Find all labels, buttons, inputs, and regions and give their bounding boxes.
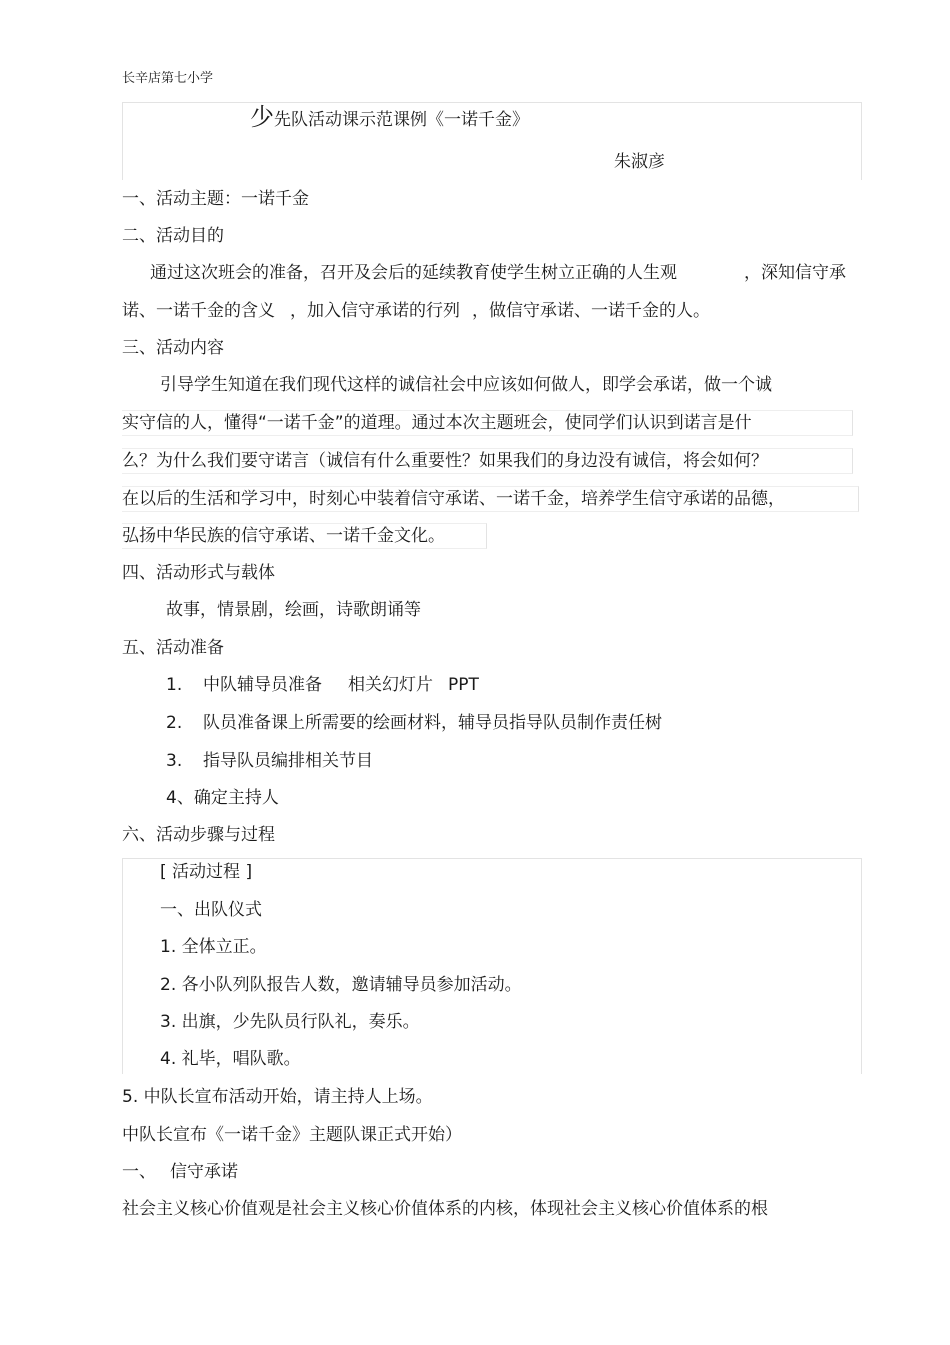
prep-item-1-text2: 相关幻灯片: [348, 675, 433, 695]
section-heading-preparation: 五、活动准备: [122, 638, 224, 658]
process-step-5: 5. 中队长宣布活动开始，请主持人上场。: [122, 1087, 433, 1107]
title-rest: 先队活动课示范课例《一诺千金》: [274, 110, 529, 130]
prep-item-3-text: 指导队员编排相关节目: [203, 751, 373, 771]
prep-item-3-num: 3.: [166, 751, 183, 771]
format-text: 故事，情景剧，绘画，诗歌朗诵等: [166, 600, 421, 620]
purpose-line-2: 诺、一诺千金的含义: [122, 301, 275, 321]
section-heading-theme: 一、活动主题：一诺千金: [122, 189, 309, 209]
purpose-line-2b: ，加入信守承诺的行列: [290, 301, 460, 321]
part-one-title: 信守承诺: [170, 1162, 238, 1182]
process-label: [ 活动过程 ]: [160, 862, 253, 882]
prep-item-1-num: 1.: [166, 675, 183, 695]
prep-item-4: 4、确定主持人: [166, 788, 279, 808]
prep-item-1-text3: PPT: [448, 675, 479, 695]
document-title: [250, 103, 529, 131]
section-heading-format: 四、活动形式与载体: [122, 563, 275, 583]
content-line-3: 么？为什么我们要守诺言（诚信有什么重要性？如果我们的身边没有诚信，将会如何？: [122, 451, 768, 471]
purpose-line-2c: ，做信守承诺、一诺千金的人。: [472, 301, 710, 321]
content-line-4: 在以后的生活和学习中，时刻心中装着信守承诺、一诺千金，培养学生信守承诺的品德，: [122, 489, 785, 509]
author-name: 朱淑彦: [614, 152, 665, 172]
process-step-3: 3. 出旗，少先队员行队礼，奏乐。: [160, 1012, 420, 1032]
section-heading-content: 三、活动内容: [122, 338, 224, 358]
content-line-2: 实守信的人，懂得“一诺千金”的道理。通过本次主题班会，使同学们认识到诺言是什: [122, 413, 752, 433]
closing-line: 社会主义核心价值观是社会主义核心价值体系的内核，体现社会主义核心价值体系的根: [122, 1199, 768, 1219]
content-line-1: 引导学生知道在我们现代这样的诚信社会中应该如何做人，即学会承诺，做一个诚: [160, 375, 772, 395]
content-line-5: 弘扬中华民族的信守承诺、一诺千金文化。: [122, 526, 445, 546]
purpose-line-1b: ，深知信守承: [744, 263, 846, 283]
title-first-char: 少: [250, 103, 274, 131]
part-one-num: 一、: [122, 1162, 156, 1182]
process-step-1: 1. 全体立正。: [160, 937, 267, 957]
school-header: 长辛店第七小学: [122, 71, 214, 86]
process-subheading: 一、出队仪式: [160, 900, 262, 920]
prep-item-2-num: 2.: [166, 713, 183, 733]
prep-item-1-text: 中队辅导员准备: [203, 675, 322, 695]
process-box: [122, 858, 862, 1074]
prep-item-2-text: 队员准备课上所需要的绘画材料，辅导员指导队员制作责任树: [203, 713, 662, 733]
process-step-4: 4. 礼毕，唱队歌。: [160, 1049, 301, 1069]
announcement: 中队长宣布《一诺千金》主题队课正式开始）: [122, 1125, 462, 1145]
process-step-2: 2. 各小队列队报告人数，邀请辅导员参加活动。: [160, 975, 522, 995]
section-heading-purpose: 二、活动目的: [122, 226, 224, 246]
purpose-line-1: 通过这次班会的准备，召开及会后的延续教育使学生树立正确的人生观: [150, 263, 677, 283]
section-heading-steps: 六、活动步骤与过程: [122, 825, 275, 845]
